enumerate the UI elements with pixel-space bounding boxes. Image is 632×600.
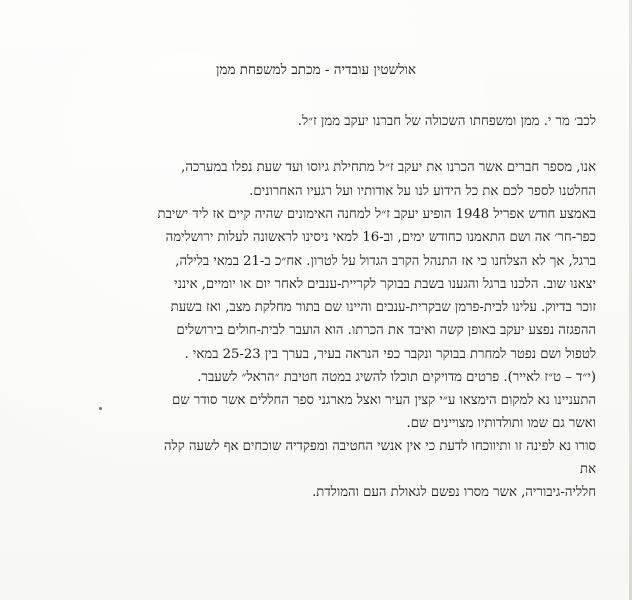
body-line-9: לטפול ושם נפטר למחרת בבוקר ונקבר כפי הנראה בעיר, בערך בין 25-23 במאי . — [184, 347, 596, 362]
letter-title: אולשטין עובדיה - מכתב למשפחת ממן — [216, 62, 416, 78]
body-line-2: החלטנו לספר לכם את כל הידוע לנו על אודותיו ועל רגעיו האחרונים. — [249, 184, 596, 199]
body-line-3: באמצע חודש אפריל 1948 הופיע יעקב ז״ל למחנה האימונים שהיה קיים אז ליד ישיבת — [157, 207, 596, 222]
salutation: לכב׳ מר י. ממן ומשפחתו השכולה של חברנו יעקב ממן ז״ל. — [297, 114, 596, 129]
body-line-12: ואשר גם שמו ותולדותיו מצויינים שם. — [406, 416, 596, 431]
body-line-4: כפר-חר׳ אה ושם התאמנו כחודש ימים, וב-16 למאי ניסינו לראשונה לעלות ירושלימה — [165, 230, 596, 245]
body-line-8: ההפגזה נפצע יעקב באופן קשה ואיבד את הכרתו. הוא הועבר לבית-חולים בירושלים — [176, 323, 596, 338]
body-line-11: התעניינו נא למקום הימצאו ע״י קצין העיר ואצל מארגני ספר החללים אשר סודר שם — [171, 393, 596, 408]
body-line-5: ברגל, אך לא הצלחנו כי אז התנהל הקרב הגדול על לטרון. אח״כ ב-21 במאי בלילה, — [175, 254, 596, 269]
body-line-13: סורו נא לפינה זו ותיווכחו לדעת כי אין אנשי החטיבה ומפקדיה שוכחים אף לשעה קלה — [163, 439, 596, 454]
body-line-1: אנו, מספר חברים אשר הכרנו את יעקב ז״ל מתחילת גיוסו ועד שעת נפלו במערכה, — [181, 160, 596, 175]
body-line-10: (י״ד – ט״ז לאייר). פרטים מדויקים תוכלו להשיג במטה חטיבת ״הראל״ לשעבר. — [197, 370, 596, 385]
body-line-14: את — [580, 462, 596, 477]
body-line-6: יצאנו שוב. הלכנו ברגל והגענו בשבת בבוקר לקריית-ענבים לאחר יום או יומיים, אינני — [174, 277, 596, 292]
body-line-7: זוכר בדיוק. עלינו לבית-פרמן שבקרית-ענבים והיינו שם בתור מחלקת מצב, ואז בשעת — [170, 300, 596, 315]
paper-speck — [99, 407, 102, 410]
body-line-15: חלליה-גיבוריה, אשר מסרו נפשם לגאולת העם והמולדת. — [312, 485, 596, 500]
